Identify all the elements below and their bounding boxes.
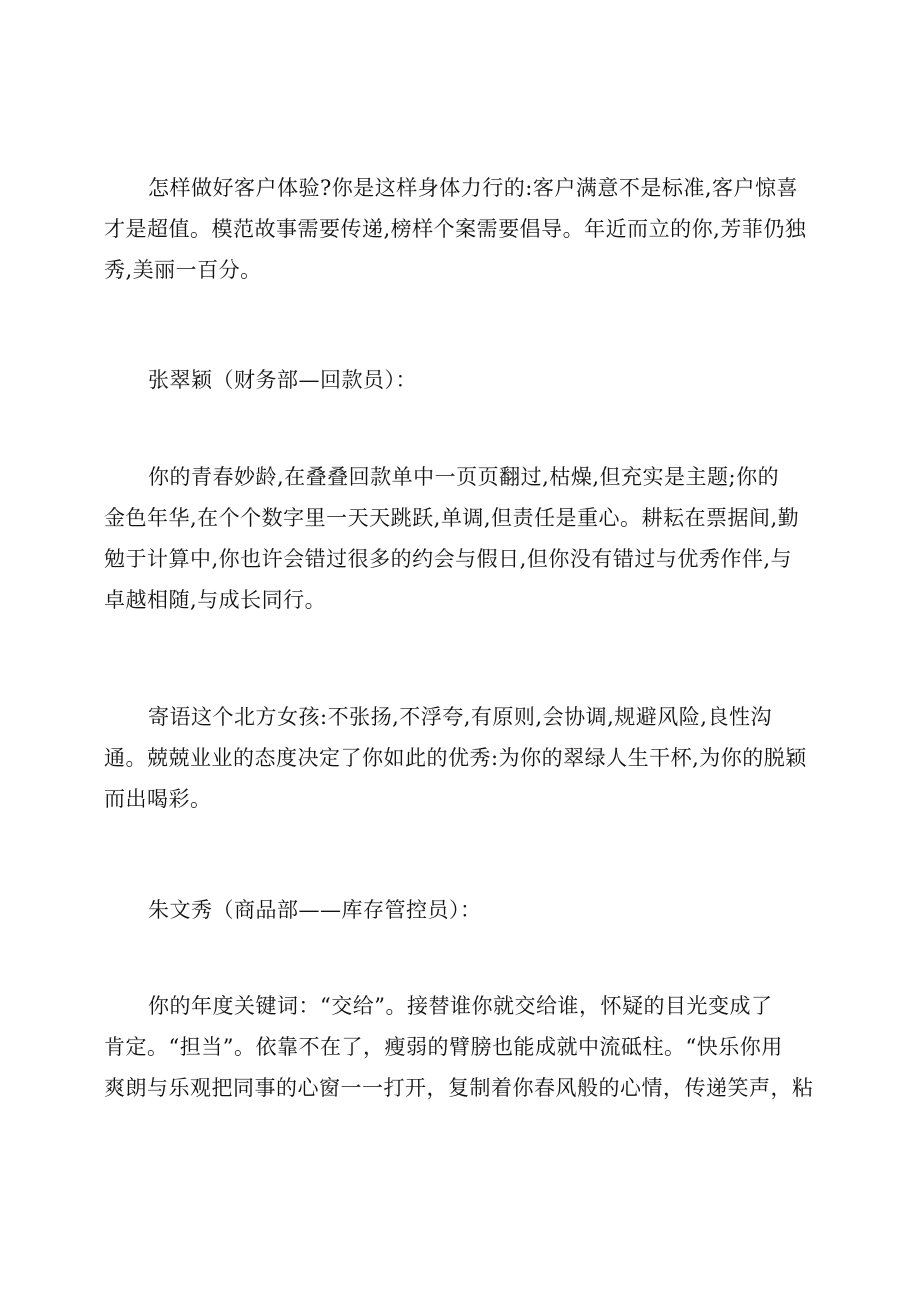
heading-zhang-cuiying: [104, 360, 824, 401]
paragraph-line: 卓越相随,与成长同行。: [104, 588, 327, 612]
paragraph-line: 金色年华,在个个数字里一天天跳跃,单调,但责任是重心。耕耘在票据间,勤: [104, 506, 800, 530]
section-heading: 朱文秀（商品部——库存管控员）：: [148, 898, 482, 922]
paragraph-youth: [104, 457, 824, 621]
paragraph-line: 寄语这个北方女孩:不张扬,不浮夸,有原则,会协调,规避风险,良性沟: [148, 705, 772, 729]
paragraph-line: 爽朗与乐观把同事的心窗一一打开，复制着你春风般的心情，传递笑声，粘: [104, 1076, 814, 1100]
paragraph-keywords: [104, 986, 824, 1109]
paragraph-line: 你的青春妙龄,在叠叠回款单中一页页翻过,枯燥,但充实是主题;你的: [148, 465, 780, 489]
heading-zhu-wenxiu: [104, 890, 824, 931]
paragraph-line: 通。兢兢业业的态度决定了你如此的优秀:为你的翠绿人生干杯,为你的脱颖: [104, 746, 807, 770]
paragraph-customer-experience: [104, 168, 824, 291]
paragraph-line: 勉于计算中,你也许会错过很多的约会与假日,但你没有错过与优秀作伴,与: [104, 547, 793, 571]
paragraph-line: 肯定。“担当”。依靠不在了，瘦弱的臂膀也能成就中流砥柱。“快乐你用: [104, 1035, 783, 1059]
paragraph-line: 而出喝彩。: [104, 787, 212, 811]
paragraph-line: 你的年度关键词：“交给”。接替谁你就交给谁，怀疑的目光变成了: [148, 994, 773, 1018]
paragraph-line: 才是超值。模范故事需要传递,榜样个案需要倡导。年近而立的你,芳菲仍独: [104, 217, 807, 241]
paragraph-northern-girl: [104, 697, 824, 820]
paragraph-line: 秀,美丽一百分。: [104, 258, 262, 282]
section-heading: 张翠颖（财务部—回款员）：: [148, 368, 417, 392]
paragraph-line: 怎样做好客户体验?你是这样身体力行的:客户满意不是标准,客户惊喜: [148, 176, 799, 200]
